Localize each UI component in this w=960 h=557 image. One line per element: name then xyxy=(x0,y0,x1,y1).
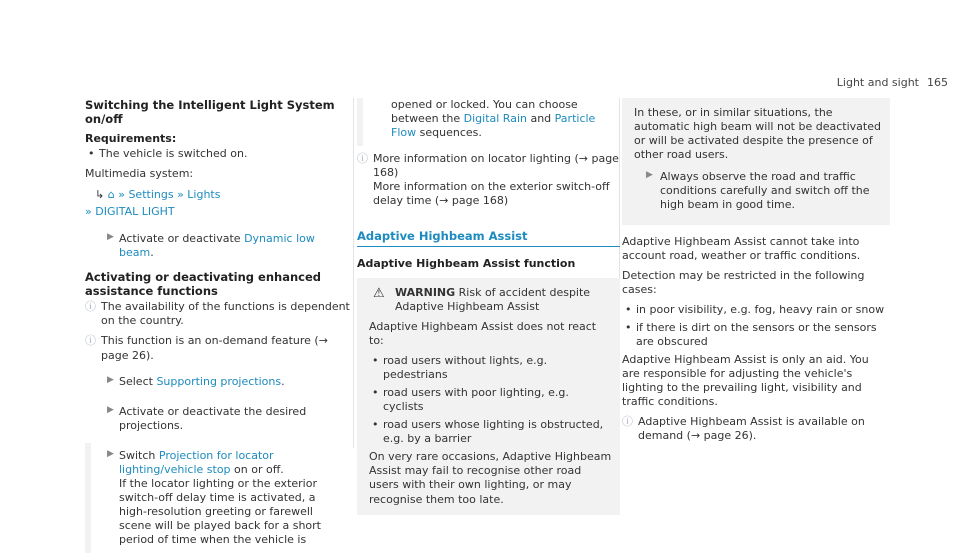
step-supporting-projections: ▶ Select Supporting projections. xyxy=(107,374,285,388)
paragraph: Adaptive Highbeam Assist cannot take into account road, weather or traffic conditions. xyxy=(622,234,861,262)
info-note: ⓘ More information on locator lighting (→ page 168) More information on the exterior switch-off delay time (→ page 168) xyxy=(357,152,619,208)
step-dynamic-low-beam: ▶ Activate or deactivate Dynamic low beam. xyxy=(107,232,315,260)
link-projection-locator[interactable]: Projection for locator lighting/vehicle stop xyxy=(119,448,274,476)
requirements-heading: Requirements: xyxy=(85,132,177,145)
menu-path xyxy=(85,187,352,220)
list-item: • road users without lights, e.g. pedestrians xyxy=(369,354,612,382)
page-number: 165 xyxy=(927,76,948,89)
link-dynamic-low-beam[interactable]: Dynamic low beam xyxy=(119,232,315,260)
info-icon: ⓘ xyxy=(622,415,633,429)
step-arrow-icon: ▶ xyxy=(107,404,114,415)
menu-digital-light[interactable]: DIGITAL LIGHT xyxy=(95,204,175,218)
list-item: • road users with poor lighting, e.g. cyclists xyxy=(369,386,612,414)
chevron-icon: » xyxy=(177,188,184,202)
warning-icon: ⚠ xyxy=(373,285,385,301)
paragraph: Detection may be restricted in the following cases: xyxy=(622,268,865,296)
list-item: • in poor visibility, e.g. fog, heavy rain or snow xyxy=(622,303,890,317)
step-arrow-icon: ▶ xyxy=(646,170,653,181)
link-particle-flow[interactable]: Particle Flow xyxy=(391,112,596,140)
warning-tail: On very rare occasions, Adaptive Highbeam Assist may fail to recognise other road users with their own lighting, or may recognise them too late. xyxy=(369,450,612,506)
warning-label: WARNING xyxy=(395,285,456,299)
column-middle xyxy=(357,98,620,515)
info-icon: ⓘ xyxy=(357,152,368,166)
info-note: ⓘ The availability of the functions is dependent on the country. xyxy=(85,300,350,328)
step-arrow-icon: ▶ xyxy=(107,232,114,243)
requirement-item: • The vehicle is switched on. xyxy=(85,147,352,161)
chevron-icon: » xyxy=(118,188,125,202)
multimedia-label: Multimedia system: xyxy=(85,167,194,181)
menu-lights[interactable]: Lights xyxy=(187,188,221,202)
link-digital-rain[interactable]: Digital Rain xyxy=(463,112,527,126)
step-locator-text: If the locator lighting or the exterior switch-off delay time is activated, a high-resolution greeting or farewell scene will be played back for a short period of time when the vehicle is xyxy=(119,477,321,547)
warning-box xyxy=(357,278,620,515)
info-note: ⓘ This function is an on-demand feature (→ page 26). xyxy=(85,334,328,362)
info-note: ⓘ Adaptive Highbeam Assist is available on demand (→ page 26). xyxy=(622,415,865,443)
column-left xyxy=(85,98,352,557)
heading-enhanced-assistance: Activating or deactivating enhanced assistance functions xyxy=(85,270,321,299)
section-heading-highbeam: Adaptive Highbeam Assist xyxy=(357,229,620,247)
home-icon[interactable]: ⌂ xyxy=(107,188,115,202)
column-right xyxy=(622,98,890,450)
continued-text: opened or locked. You can choose between the Digital Rain and Particle Flow sequences. xyxy=(357,98,620,146)
menu-arrow-icon: ↳ xyxy=(95,188,105,202)
warning-body: Adaptive Highbeam Assist does not react to: xyxy=(369,319,597,347)
step-activate-projections: ▶ Activate or deactivate the desired projections. xyxy=(107,404,307,432)
paragraph: Adaptive Highbeam Assist is only an aid. You are responsible for adjusting the vehicle's lighting to the prevailing light, visibility and traffic conditions. xyxy=(622,353,869,409)
warning-header: ⚠ WARNING Risk of accident despite Adaptive Highbeam Assist xyxy=(373,285,591,313)
list-item: • road users whose lighting is obstructed, e.g. by a barrier xyxy=(369,418,612,446)
step-arrow-icon: ▶ xyxy=(107,448,114,459)
step-arrow-icon: ▶ xyxy=(107,374,114,385)
warning-step: ▶ Always observe the road and traffic conditions carefully and switch off the high beam in good time. xyxy=(646,170,870,212)
warning-continued: In these, or in similar situations, the automatic high beam will not be deactivated or will be activated despite the presence of other road users. ▶ Always observe the road and traffic conditions carefully and switch off the high beam in good time. xyxy=(622,98,890,225)
step-locator-lighting: ▶ Switch Projection for locator lighting/vehicle stop on or off. If the locator lighting or the exterior switch-off delay time is activated, a high-resolution greeting or farewell scene will be played back for a short period of time when the vehicle is xyxy=(85,443,352,554)
list-item: • if there is dirt on the sensors or the sensors are obscured xyxy=(622,321,890,349)
section-title: Light and sight xyxy=(836,76,919,89)
column-divider xyxy=(353,98,354,448)
chevron-icon: » xyxy=(85,204,92,218)
page-header xyxy=(837,76,948,89)
info-icon: ⓘ xyxy=(85,300,96,314)
menu-settings[interactable]: Settings xyxy=(128,188,174,202)
link-supporting-projections[interactable]: Supporting projections xyxy=(156,374,282,388)
info-icon: ⓘ xyxy=(85,334,96,348)
subheading-highbeam-function: Adaptive Highbeam Assist function xyxy=(357,256,576,270)
section-heading: Switching the Intelligent Light System on/off xyxy=(85,98,335,126)
